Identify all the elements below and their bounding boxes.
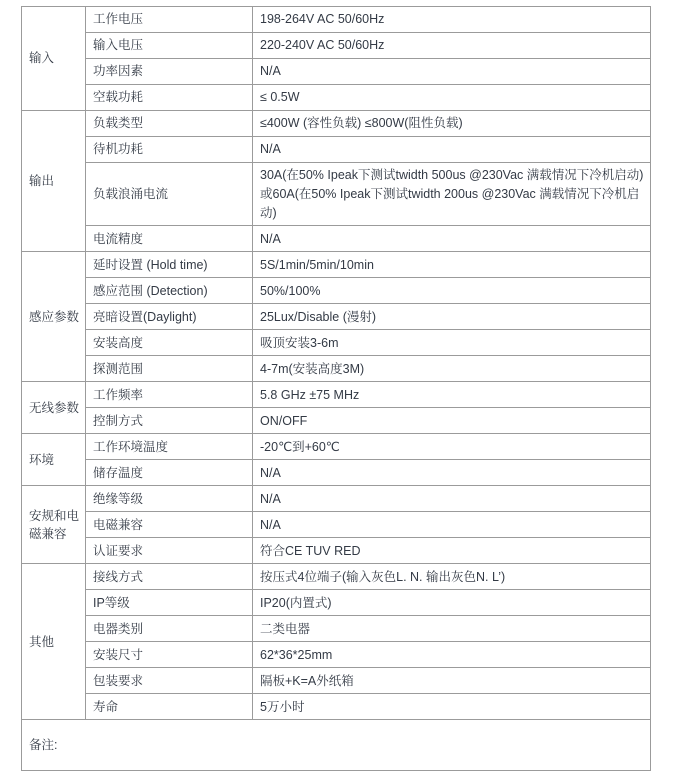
table-row [22, 330, 651, 356]
note-cell: 备注: [22, 720, 651, 771]
parameter-name-cell: 感应范围 (Detection) [86, 278, 253, 304]
parameter-value-cell: 25Lux/Disable (漫射) [253, 304, 651, 330]
specification-table-body [22, 7, 651, 771]
table-row [22, 512, 651, 538]
parameter-name-cell: 负载浪涌电流 [86, 163, 253, 226]
parameter-value-cell: 220-240V AC 50/60Hz [253, 33, 651, 59]
parameter-name-cell: 电器类别 [86, 616, 253, 642]
table-row [22, 538, 651, 564]
table-row [22, 7, 651, 33]
table-row [22, 460, 651, 486]
parameter-value-cell: 5.8 GHz ±75 MHz [253, 382, 651, 408]
table-row [22, 434, 651, 460]
parameter-value-cell: 62*36*25mm [253, 642, 651, 668]
parameter-value-cell: 30A(在50% Ipeak下测试twidth 500us @230Vac 满载情况下冷机启动)或60A(在50% Ipeak下测试twidth 200us @230Vac 满载情况下冷机启动) [253, 163, 651, 226]
parameter-name-cell: 亮暗设置(Daylight) [86, 304, 253, 330]
parameter-name-cell: 工作电压 [86, 7, 253, 33]
parameter-name-cell: 电磁兼容 [86, 512, 253, 538]
table-row [22, 163, 651, 226]
parameter-name-cell: 功率因素 [86, 59, 253, 85]
parameter-value-cell: 隔板+K=A外纸箱 [253, 668, 651, 694]
table-row [22, 408, 651, 434]
table-row [22, 590, 651, 616]
table-row [22, 304, 651, 330]
parameter-name-cell: 寿命 [86, 694, 253, 720]
table-row [22, 111, 651, 137]
parameter-name-cell: IP等级 [86, 590, 253, 616]
specification-table-container [21, 6, 650, 771]
table-row [22, 668, 651, 694]
parameter-value-cell: IP20(内置式) [253, 590, 651, 616]
parameter-name-cell: 工作环境温度 [86, 434, 253, 460]
table-row [22, 278, 651, 304]
category-cell: 其他 [22, 564, 86, 720]
parameter-name-cell: 储存温度 [86, 460, 253, 486]
parameter-value-cell: ≤ 0.5W [253, 85, 651, 111]
table-row [22, 137, 651, 163]
parameter-name-cell: 接线方式 [86, 564, 253, 590]
parameter-name-cell: 控制方式 [86, 408, 253, 434]
table-row [22, 252, 651, 278]
parameter-name-cell: 绝缘等级 [86, 486, 253, 512]
category-cell: 安规和电磁兼容 [22, 486, 86, 564]
specification-table [21, 6, 651, 771]
table-row [22, 33, 651, 59]
parameter-name-cell: 延时设置 (Hold time) [86, 252, 253, 278]
parameter-name-cell: 待机功耗 [86, 137, 253, 163]
table-row [22, 694, 651, 720]
table-row [22, 486, 651, 512]
category-cell: 感应参数 [22, 252, 86, 382]
parameter-value-cell: 5S/1min/5min/10min [253, 252, 651, 278]
table-row [22, 59, 651, 85]
table-row [22, 642, 651, 668]
parameter-value-cell: ≤400W (容性负载) ≤800W(阻性负载) [253, 111, 651, 137]
parameter-value-cell: -20℃到+60℃ [253, 434, 651, 460]
parameter-value-cell: 按压式4位端子(输入灰色L. N. 输出灰色N. L’) [253, 564, 651, 590]
parameter-value-cell: N/A [253, 59, 651, 85]
parameter-name-cell: 探测范围 [86, 356, 253, 382]
parameter-name-cell: 包装要求 [86, 668, 253, 694]
table-row [22, 356, 651, 382]
parameter-value-cell: 4-7m(安装高度3M) [253, 356, 651, 382]
parameter-name-cell: 空载功耗 [86, 85, 253, 111]
table-row [22, 382, 651, 408]
parameter-value-cell: N/A [253, 486, 651, 512]
parameter-name-cell: 输入电压 [86, 33, 253, 59]
parameter-value-cell: N/A [253, 460, 651, 486]
parameter-value-cell: 吸顶安装3-6m [253, 330, 651, 356]
parameter-name-cell: 安装尺寸 [86, 642, 253, 668]
parameter-value-cell: ON/OFF [253, 408, 651, 434]
table-row [22, 85, 651, 111]
parameter-value-cell: 符合CE TUV RED [253, 538, 651, 564]
category-cell: 输入 [22, 7, 86, 111]
table-row [22, 564, 651, 590]
parameter-value-cell: N/A [253, 512, 651, 538]
parameter-name-cell: 安装高度 [86, 330, 253, 356]
category-cell: 无线参数 [22, 382, 86, 434]
parameter-name-cell: 电流精度 [86, 226, 253, 252]
parameter-value-cell: 二类电器 [253, 616, 651, 642]
parameter-value-cell: 50%/100% [253, 278, 651, 304]
parameter-name-cell: 负载类型 [86, 111, 253, 137]
table-row [22, 226, 651, 252]
parameter-value-cell: 198-264V AC 50/60Hz [253, 7, 651, 33]
parameter-value-cell: N/A [253, 137, 651, 163]
parameter-name-cell: 认证要求 [86, 538, 253, 564]
category-cell: 输出 [22, 111, 86, 252]
note-row [22, 720, 651, 771]
parameter-value-cell: 5万小时 [253, 694, 651, 720]
parameter-value-cell: N/A [253, 226, 651, 252]
category-cell: 环境 [22, 434, 86, 486]
table-row [22, 616, 651, 642]
parameter-name-cell: 工作频率 [86, 382, 253, 408]
